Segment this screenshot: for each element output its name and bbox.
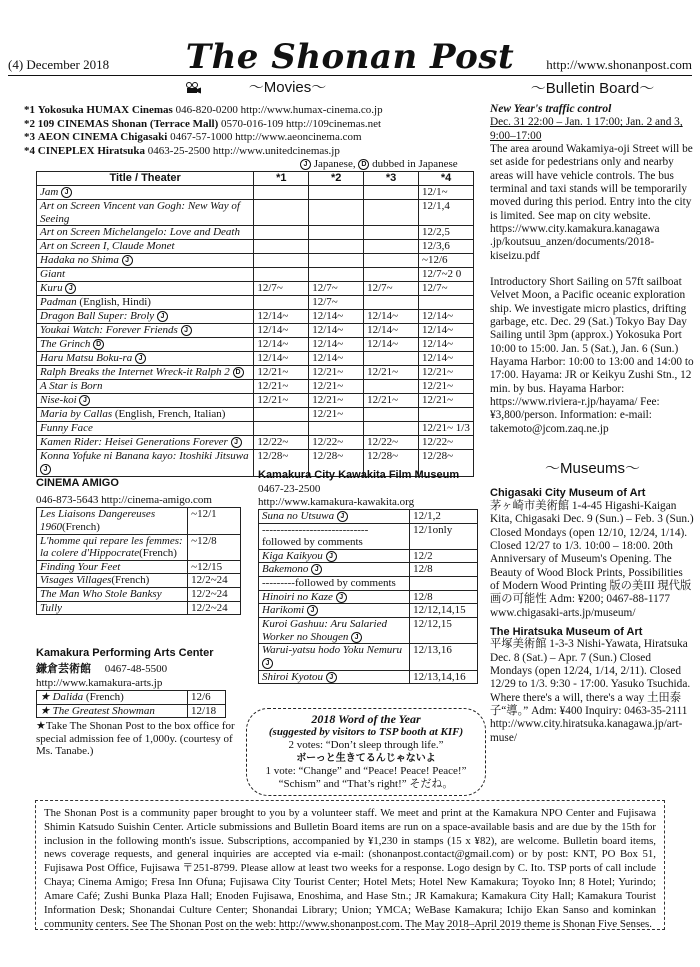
showing-date-cell <box>364 200 419 226</box>
dubbed-mark-icon: D <box>233 367 244 378</box>
japanese-mark-icon: J <box>337 511 348 522</box>
showing-date-cell: 12/14~ <box>309 324 364 338</box>
column-header: *2 <box>309 172 364 186</box>
showing-date-cell: 12/21~ <box>254 380 309 394</box>
showing-date-cell: 12/7~ <box>309 296 364 310</box>
theater-item: *3 AEON CINEMA Chigasaki 0467-57-1000 http://www.aeoncinema.com <box>24 131 362 143</box>
film-title-cell: ★ The Greatest Showman <box>37 704 188 718</box>
movie-title-cell: Funny Face <box>37 422 254 436</box>
film-title-cell: Hinoiri no Kaze J <box>259 590 410 604</box>
showing-date-cell: 12/21~ <box>364 366 419 380</box>
date-cell: 12/2~24 <box>188 574 241 588</box>
table-row <box>37 296 474 310</box>
japanese-mark-icon: J <box>135 353 146 364</box>
header-rule <box>8 75 692 76</box>
masthead-title: The Shonan Post <box>185 37 515 77</box>
showing-date-cell: 12/14~ <box>419 352 474 366</box>
date-cell: 12/12,15 <box>410 618 478 644</box>
showing-date-cell: 12/14~ <box>254 324 309 338</box>
movie-title-cell: Padman (English, Hindi) <box>37 296 254 310</box>
showing-date-cell: 12/7~ <box>309 282 364 296</box>
table-row <box>37 690 226 704</box>
showing-date-cell <box>364 352 419 366</box>
film-title-cell: ----------------------------- followed by comments <box>259 523 410 549</box>
theater-item: *2 109 CINEMAS Shonan (Terrace Mall) 0570-016-109 http://109cinemas.net <box>24 117 382 130</box>
showing-date-cell: 12/7~ <box>254 282 309 296</box>
kpac-table <box>36 690 226 718</box>
showing-date-cell <box>309 240 364 254</box>
table-row <box>37 574 241 588</box>
showing-date-cell <box>254 240 309 254</box>
cinema-amigo <box>36 477 251 615</box>
kpac <box>36 647 251 758</box>
showing-date-cell <box>419 408 474 422</box>
bulletin-title: ～Bulletin Board～ <box>530 80 655 97</box>
amigo-info: 046-873-5643 http://cinema-amigo.com <box>36 493 212 506</box>
japanese-mark-icon: J <box>231 437 242 448</box>
showing-date-cell: 12/28~ <box>419 450 474 476</box>
museum-name: Chigasaki City Museum of Art <box>490 487 646 500</box>
kpac-phone: 0467-48-5500 <box>104 662 168 675</box>
showing-date-cell: 12/14~ <box>364 310 419 324</box>
showing-date-cell: 12/21~ <box>309 394 364 408</box>
table-row <box>259 577 478 591</box>
kpac-note: ★Take The Shonan Post to the box office for special admission fee of 1,000y. (courtesy of Ms. Tanabe.) <box>36 720 235 758</box>
table-header-row <box>37 172 474 186</box>
kawakita-phone: 0467-23-2500 <box>258 482 321 495</box>
kawakita <box>258 469 483 684</box>
showing-date-cell <box>254 268 309 282</box>
japanese-mark-icon: J <box>300 159 311 170</box>
table-row <box>37 601 241 615</box>
showing-date-cell <box>364 408 419 422</box>
showing-date-cell: 12/21~ <box>254 394 309 408</box>
japanese-mark-icon: J <box>326 551 337 562</box>
column-header: *4 <box>419 172 474 186</box>
showing-date-cell: 12/22~ <box>254 436 309 450</box>
table-row <box>37 338 474 352</box>
table-row <box>37 310 474 324</box>
date-cell: ~12/8 <box>188 534 241 560</box>
date-cell: 12/1only <box>410 523 478 549</box>
showing-date-cell: 12/28~ <box>364 450 419 476</box>
movie-title-cell: Haru Matsu Boku-ra J <box>37 352 254 366</box>
table-row <box>37 408 474 422</box>
date-cell: 12/2~24 <box>188 588 241 602</box>
movie-title-cell: Ralph Breaks the Internet Wreck-it Ralph 2 D <box>37 366 254 380</box>
showing-date-cell <box>364 268 419 282</box>
japanese-mark-icon: J <box>262 658 273 669</box>
movies-table <box>36 171 474 477</box>
kawakita-title: Kamakura City Kawakita Film Museum <box>258 469 460 481</box>
table-row <box>259 644 478 670</box>
film-title-cell: Tully <box>37 601 188 615</box>
film-title-cell: Kiga Kaikyou J <box>259 549 410 563</box>
showing-date-cell <box>309 186 364 200</box>
japanese-mark-icon: J <box>311 564 322 575</box>
showing-date-cell: 12/22~ <box>419 436 474 450</box>
kpac-jp-name: 鎌倉芸術館 <box>36 662 91 675</box>
header-url[interactable]: http://www.shonanpost.com <box>546 57 692 72</box>
showing-date-cell: 12/21~ <box>254 366 309 380</box>
table-row <box>37 282 474 296</box>
word-line: 1 vote: “Change” and “Peace! Peace! Peace!” <box>265 765 467 777</box>
movie-title-cell: Art on Screen Michelangelo: Love and Death <box>37 226 254 240</box>
date-cell: 12/8 <box>410 563 478 577</box>
showing-date-cell: 12/21~ 1/3 <box>419 422 474 436</box>
table-row <box>37 560 241 574</box>
dubbed-mark-icon: D <box>358 159 369 170</box>
showing-date-cell <box>419 296 474 310</box>
movie-title-cell: Dragon Ball Super: Broly J <box>37 310 254 324</box>
museums <box>490 460 695 745</box>
table-row <box>37 268 474 282</box>
showing-date-cell: 12/7~2 0 <box>419 268 474 282</box>
showing-date-cell: 12/14~ <box>419 338 474 352</box>
column-header: *1 <box>254 172 309 186</box>
table-row <box>259 549 478 563</box>
date-cell: 12/13,14,16 <box>410 670 478 684</box>
showing-date-cell <box>309 254 364 268</box>
table-row <box>259 563 478 577</box>
table-row <box>37 394 474 408</box>
showing-date-cell: 12/21~ <box>419 380 474 394</box>
table-row <box>37 422 474 436</box>
showing-date-cell: 12/21~ <box>419 394 474 408</box>
date-cell: 12/13,16 <box>410 644 478 670</box>
film-title-cell: Bakemono J <box>259 563 410 577</box>
movie-title-cell: A Star is Born <box>37 380 254 394</box>
movies-heading <box>185 79 326 96</box>
film-camera-icon <box>185 82 201 94</box>
showing-date-cell <box>364 240 419 254</box>
bulletin-body: The area around Wakamiya-oji Street will be set aside for pedestrians only and nearby areas will have vehicle controls. The bus terminal and taxi stands will be temporarily moved during this period. Entry into the city is limited. See map on city website. https://www.city.kamakura.kanagawa .jp/koutsuu_anzen/documents/2018-kiseizu.pdf <box>490 143 693 262</box>
showing-date-cell: 12/28~ <box>309 450 364 476</box>
showing-date-cell <box>254 296 309 310</box>
theater-list <box>24 104 484 158</box>
film-title-cell: Kuroi Gashuu: Aru Salaried Worker no Shougen J <box>259 618 410 644</box>
film-title-cell: L'homme qui repare les femmes: la colere d'Hippocrate(French) <box>37 534 188 560</box>
table-row <box>37 508 241 534</box>
film-title-cell: Shiroi Kyotou J <box>259 670 410 684</box>
date-cell: 12/2~24 <box>188 601 241 615</box>
bulletin-dates: Dec. 31 22:00 – Jan. 1 17:00; Jan. 2 and 3, 9:00–17:00 <box>490 116 683 142</box>
footer-text: The Shonan Post is a community paper brought to you by a volunteer staff. We meet and print at the Kamakura NPO Center and Fujisawa Shimin Katsudo Suishin Center. Article submissions and Bulletin Board items are run on a space-available basis and are due by the 15th for inclusion in the following month's issue. Subscriptions, accompanied by ¥1,230 in stamps (15 x ¥82), are welcome. Bulletin board items, news coverage requests, and general inquiries are accepted via e-mail: (shonanpost.contact@gmail.com) or by post: KNT, PO Box 51, Fujisawa Post Office, Fujisawa 〒251-8799. Please allow at least two weeks for a response. Logo design by C. Ito. TSP ports of call include Chaya; Cinema Amigo; Fresa Inn Ofuna; Fujisawa City Tourist Center; Hotel Mets; Hotel New Kamakura; Toyoko Inn; 8 Hotel; Yurindo; Amare Café; Zushi Bunka Plaza Hall; Enoden Fujisawa, Enoshima, and Hase Stn.; JR Kamakura; Kamakura City Hall; Kamakura Tourist Information Desk; Shonandai Culture Center; Shonandai Library; Union; YMCA; WeBase Kamakura; Ichijo Ekan Sanso and kominkan community centers. See The Shonan Post on the web: http://www.shonanpost.com. The May 2018–April 2019 theme is Shonan Five Senses. <box>44 807 656 930</box>
showing-date-cell <box>309 422 364 436</box>
amigo-table <box>36 507 241 615</box>
movie-title-cell: Maria by Callas (English, French, Italian) <box>37 408 254 422</box>
showing-date-cell <box>254 254 309 268</box>
showing-date-cell: 12/21~ <box>364 394 419 408</box>
showing-date-cell: 12/14~ <box>419 324 474 338</box>
column-header: Title / Theater <box>37 172 254 186</box>
date-cell: 12/8 <box>410 590 478 604</box>
showing-date-cell: 12/7~ <box>419 282 474 296</box>
showing-date-cell <box>254 200 309 226</box>
showing-date-cell: 12/21~ <box>309 408 364 422</box>
japanese-mark-icon: J <box>181 325 192 336</box>
showing-date-cell: 12/14~ <box>254 338 309 352</box>
legend: J Japanese, D dubbed in Japanese <box>300 158 458 171</box>
footer-box <box>35 800 665 930</box>
word-line: ボーっと生きてるんじゃないよ <box>296 753 436 764</box>
showing-date-cell <box>364 296 419 310</box>
table-row <box>37 186 474 200</box>
showing-date-cell: 12/14~ <box>309 352 364 366</box>
film-title-cell: The Man Who Stole Banksy <box>37 588 188 602</box>
showing-date-cell <box>254 422 309 436</box>
kawakita-url[interactable]: http://www.kamakura-kawakita.org <box>258 496 415 509</box>
showing-date-cell <box>364 226 419 240</box>
showing-date-cell: 12/28~ <box>254 450 309 476</box>
table-row <box>259 670 478 684</box>
table-row <box>37 380 474 394</box>
showing-date-cell <box>309 268 364 282</box>
film-title-cell: Visages Villages(French) <box>37 574 188 588</box>
movies-table-body <box>37 186 474 477</box>
museum-details: 平塚美術館 1-3-3 Nishi-Yawata, Hiratsuka Dec. 8 (Sat.) – Apr. 7 (Sun.) Closed Mondays (open 12/24, 1/14, 2/11). Closed 12/29 to 1/3. 9:30 - 17:00. Yasuko Tsuchida. Where there's a will, there's a way 土田泰子“導。” Adm: ¥400 Inquiry: 0463-35-2111 http://www.city.hiratsuka.kanagawa.jp/art-muse/ <box>490 638 691 744</box>
table-row <box>37 226 474 240</box>
table-row <box>259 509 478 523</box>
movie-title-cell: Hadaka no Shima J <box>37 254 254 268</box>
table-row <box>259 523 478 549</box>
showing-date-cell: 12/21~ <box>309 366 364 380</box>
showing-date-cell: 12/21~ <box>309 380 364 394</box>
showing-date-cell: 12/22~ <box>309 436 364 450</box>
movie-title-cell: Youkai Watch: Forever Friends J <box>37 324 254 338</box>
bulletin-body: Introductory Short Sailing on 57ft sailboat Velvet Moon, a Pacific oceanic exploration ship. We investigate micro plastics, drifting garbage, etc. Dec. 29 (Sat.) Tokyo Bay Day Sailing until 3pm (approx.) Yokosuka Port 10:00 to 15:00. Jan. 5 (Sat.), Jan. 6 (Sun.) Hayama Harbor: 10:00 to 13:00 and 14:00 to 17:00. Hayama: JR or Keikyu Zushi Stn., 12 min. by bus. Hayama Harbor: https://www.riviera-r.jp/hayama/ Fee: ¥3,800/person. Information: e-mail: takemoto@jcom.zaq.ne.jp <box>490 276 694 435</box>
film-title-cell: ---------followed by comments <box>259 577 410 591</box>
showing-date-cell: 12/7~ <box>364 282 419 296</box>
word-subtitle: (suggested by visitors to TSP booth at KIF) <box>268 726 464 738</box>
movie-title-cell: The Grinch D <box>37 338 254 352</box>
museum-details: 茅ヶ崎市美術館 1-4-45 Higashi-Kaigan Kita, Chigasaki Dec. 9 (Sun.) – Feb. 3 (Sun.) Closed Mondays (open 12/10, 12/24, 1/14). Closed 12/27 to 1/3. 10:00 – 18:00. 20th Anniversary of Museum's Opening. The Beauty of Wood Block Prints, Possibilities of Modern Wood Printing 版の美III 現代版画の可能性 Adm: ¥200; 0467-88-1177 www.chigasaki-arts.jp/museum/ <box>490 499 694 619</box>
film-title-cell: Harikomi J <box>259 604 410 618</box>
movie-title-cell: Nise-koi J <box>37 394 254 408</box>
japanese-mark-icon: J <box>157 311 168 322</box>
japanese-mark-icon: J <box>65 283 76 294</box>
table-row <box>37 436 474 450</box>
film-title-cell: Warui-yatsu hodo Yoku Nemuru J <box>259 644 410 670</box>
film-title-cell: ★ Dalida (French) <box>37 690 188 704</box>
word-of-year-box <box>246 708 486 796</box>
kawakita-table <box>258 509 478 684</box>
film-title-cell: Finding Your Feet <box>37 560 188 574</box>
word-line: 2 votes: “Don’t sleep through life.” <box>288 739 444 751</box>
japanese-mark-icon: J <box>79 395 90 406</box>
table-row <box>37 240 474 254</box>
movie-title-cell: Kuru J <box>37 282 254 296</box>
film-title-cell: Les Liaisons Dangereuses 1960(French) <box>37 508 188 534</box>
showing-date-cell <box>254 186 309 200</box>
issue-date: (4) December 2018 <box>8 57 110 72</box>
table-row <box>37 324 474 338</box>
japanese-mark-icon: J <box>307 605 318 616</box>
japanese-mark-icon: J <box>122 255 133 266</box>
table-row <box>37 254 474 268</box>
showing-date-cell: 12/2,5 <box>419 226 474 240</box>
showing-date-cell: 12/14~ <box>254 310 309 324</box>
museums-title: ～Museums～ <box>544 460 641 477</box>
movie-title-cell: Kamen Rider: Heisei Generations Forever J <box>37 436 254 450</box>
date-cell: 12/1,2 <box>410 509 478 523</box>
word-line: “Schism” and “That’s right!” そだね。 <box>278 778 454 790</box>
table-row <box>37 366 474 380</box>
showing-date-cell: 12/1~ <box>419 186 474 200</box>
dubbed-mark-icon: D <box>93 339 104 350</box>
movies-title: ～Movies～ <box>248 79 327 96</box>
word-title: 2018 Word of the Year <box>311 712 421 726</box>
movie-title-cell: Jam J <box>37 186 254 200</box>
museum-name: The Hiratsuka Museum of Art <box>490 625 643 638</box>
movie-title-cell: Konna Yofuke ni Banana kayo: Itoshiki Jitsuwa J <box>37 450 254 476</box>
date-cell: 12/18 <box>188 704 226 718</box>
kpac-url[interactable]: http://www.kamakura-arts.jp <box>36 677 163 690</box>
showing-date-cell: 12/22~ <box>364 436 419 450</box>
film-title-cell: Suna no Utsuwa J <box>259 509 410 523</box>
showing-date-cell: 12/14~ <box>254 352 309 366</box>
showing-date-cell: ~12/6 <box>419 254 474 268</box>
showing-date-cell: 12/21~ <box>419 366 474 380</box>
amigo-title: CINEMA AMIGO <box>36 477 119 489</box>
japanese-mark-icon: J <box>40 464 51 475</box>
theater-item: *1 Yokosuka HUMAX Cinemas 046-820-0200 http://www.humax-cinema.co.jp <box>24 104 383 116</box>
showing-date-cell: 12/14~ <box>419 310 474 324</box>
table-row <box>37 588 241 602</box>
table-row <box>259 590 478 604</box>
showing-date-cell <box>364 422 419 436</box>
showing-date-cell: 12/14~ <box>364 324 419 338</box>
table-row <box>259 618 478 644</box>
japanese-mark-icon: J <box>326 672 337 683</box>
date-cell: 12/2 <box>410 549 478 563</box>
date-cell: ~12/15 <box>188 560 241 574</box>
showing-date-cell <box>254 408 309 422</box>
showing-date-cell: 12/14~ <box>309 338 364 352</box>
date-cell: ~12/1 <box>188 508 241 534</box>
japanese-mark-icon: J <box>351 632 362 643</box>
table-row <box>37 352 474 366</box>
showing-date-cell: 12/1,4 <box>419 200 474 226</box>
showing-date-cell <box>254 226 309 240</box>
showing-date-cell <box>364 186 419 200</box>
date-cell: 12/12,14,15 <box>410 604 478 618</box>
showing-date-cell <box>364 380 419 394</box>
showing-date-cell <box>309 200 364 226</box>
movie-title-cell: Art on Screen I, Claude Monet <box>37 240 254 254</box>
showing-date-cell <box>309 226 364 240</box>
showing-date-cell: 12/14~ <box>309 310 364 324</box>
theater-item: *4 CINEPLEX Hiratsuka 0463-25-2500 http://www.unitedcinemas.jp <box>24 144 340 157</box>
movie-title-cell: Giant <box>37 268 254 282</box>
bulletin-board <box>490 80 695 436</box>
showing-date-cell: 12/14~ <box>364 338 419 352</box>
movie-title-cell: Art on Screen Vincent van Gogh: New Way of Seeing <box>37 200 254 226</box>
japanese-mark-icon: J <box>61 187 72 198</box>
column-header: *3 <box>364 172 419 186</box>
date-cell: 12/6 <box>188 690 226 704</box>
japanese-mark-icon: J <box>336 592 347 603</box>
date-cell <box>410 577 478 591</box>
showing-date-cell <box>364 254 419 268</box>
table-row <box>37 534 241 560</box>
bulletin-head: New Year's traffic control <box>490 103 612 116</box>
table-row <box>37 704 226 718</box>
table-row <box>37 200 474 226</box>
table-row <box>259 604 478 618</box>
showing-date-cell: 12/3,6 <box>419 240 474 254</box>
kpac-title: Kamakura Performing Arts Center <box>36 647 214 659</box>
